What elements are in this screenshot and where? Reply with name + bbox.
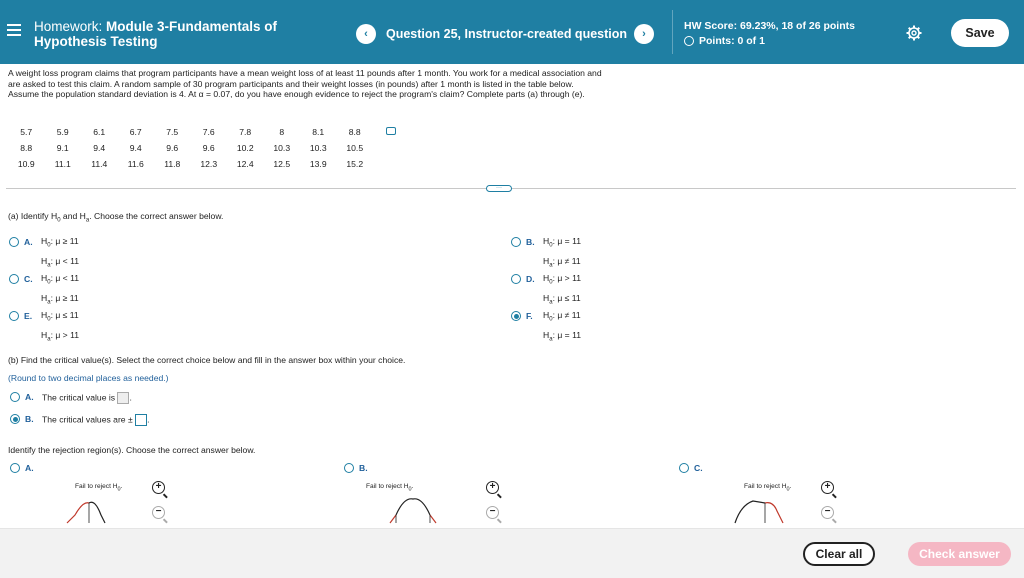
critical-option-b-letter: B. xyxy=(25,414,34,424)
option-e-ha: : μ > 11 xyxy=(50,329,80,340)
table-cell: 7.6 xyxy=(202,127,215,137)
critical-option-a-radio[interactable] xyxy=(10,392,20,402)
table-cell: 8.8 xyxy=(20,143,33,153)
table-cell: 10.5 xyxy=(346,143,364,153)
question-title: Question 25, Instructor-created question xyxy=(386,27,628,41)
part-b-hint: (Round to two decimal places as needed.) xyxy=(8,373,169,383)
critical-option-a-letter: A. xyxy=(25,392,34,402)
copy-data-icon[interactable] xyxy=(386,127,396,135)
check-answer-button[interactable]: Check answer xyxy=(908,542,1011,566)
rejection-prompt: Identify the rejection region(s). Choose the correct answer below. xyxy=(8,445,256,455)
option-c-ha: : μ ≥ 11 xyxy=(50,292,79,303)
graph-a-label: Fail to reject $H_0$. xyxy=(75,483,123,493)
part-a-prompt-mid: and H xyxy=(60,211,86,221)
table-cell: 9.4 xyxy=(93,143,106,153)
table-cell: 9.6 xyxy=(202,143,215,153)
table-cell: 8 xyxy=(279,127,285,137)
critical-option-a: The critical value is . xyxy=(42,392,132,403)
graph-b-label-sub: 0 xyxy=(408,486,412,493)
critical-option-b-radio[interactable] xyxy=(10,414,20,424)
option-f-letter: F. xyxy=(526,311,533,321)
table-cell: 10.9 xyxy=(17,159,35,169)
graph-a-label-text: Fail to reject H xyxy=(75,483,118,490)
option-b-radio[interactable] xyxy=(511,237,521,247)
table-cell: 11.1 xyxy=(54,159,71,169)
table-cell: 15.2 xyxy=(346,159,364,169)
table-cell: 12.4 xyxy=(236,159,254,169)
rejection-option-b-radio[interactable] xyxy=(344,463,354,473)
hw-score: HW Score: 69.23%, 18 of 26 points xyxy=(684,20,855,32)
option-a-ha: : μ < 11 xyxy=(50,255,80,266)
rejection-option-b-letter: B. xyxy=(359,463,368,473)
table-cell: 11.8 xyxy=(164,159,181,169)
zoom-out-icon[interactable]: − xyxy=(821,506,834,519)
graph-a-curve xyxy=(65,495,125,525)
points-status xyxy=(684,35,765,47)
table-cell: 7.5 xyxy=(166,127,179,137)
chevron-left-icon[interactable]: ‹ xyxy=(356,24,376,44)
option-a-radio[interactable] xyxy=(9,237,19,247)
table-cell: 10.2 xyxy=(236,143,254,153)
table-cell: 5.9 xyxy=(56,127,69,137)
option-f-ha: : μ = 11 xyxy=(552,329,582,340)
option-f-radio[interactable] xyxy=(511,311,521,321)
option-e-hypotheses: $H_0$: μ ≤ 11 $H_a$: μ > 11 xyxy=(41,310,80,343)
zoom-in-icon[interactable]: + xyxy=(486,481,499,494)
more-dots-icon[interactable]: ··· xyxy=(486,185,512,192)
header-divider xyxy=(672,10,673,54)
points-ring-icon xyxy=(684,36,694,46)
table-cell: 8.1 xyxy=(312,127,325,137)
gear-icon[interactable] xyxy=(906,25,922,41)
table-cell: 6.7 xyxy=(129,127,142,137)
graph-c-label: Fail to reject $H_0$. xyxy=(744,483,792,493)
table-cell: 6.1 xyxy=(93,127,106,137)
table-cell: 11.6 xyxy=(127,159,144,169)
homework-title xyxy=(34,19,277,49)
option-c-hypotheses: $H_0$: μ < 11 $H_a$: μ ≥ 11 xyxy=(41,273,80,306)
option-e-letter: E. xyxy=(24,311,33,321)
zoom-out-icon[interactable]: − xyxy=(152,506,165,519)
part-b-prompt: (b) Find the critical value(s). Select the correct choice below and fill in the answer box within your choice. xyxy=(8,355,406,365)
rejection-option-c-letter: C. xyxy=(694,463,703,473)
table-cell: 7.8 xyxy=(239,127,252,137)
option-f-hypotheses: $H_0$: μ ≠ 11 $H_a$: μ = 11 xyxy=(543,310,582,343)
table-cell: 13.9 xyxy=(309,159,327,169)
part-a-prompt-post: . Choose the correct answer below. xyxy=(89,211,224,221)
graph-a-label-sub: 0 xyxy=(117,486,121,493)
homework-prefix: Homework: xyxy=(34,19,103,34)
top-bar xyxy=(0,0,1024,64)
clear-all-button[interactable]: Clear all xyxy=(803,542,875,566)
option-b-h0: : μ = 11 xyxy=(552,236,582,246)
option-a-h0: : μ ≥ 11 xyxy=(50,236,79,246)
zoom-out-icon[interactable]: − xyxy=(486,506,499,519)
option-a-hypotheses: $H_0$: μ ≥ 11 $H_a$: μ < 11 xyxy=(41,236,80,269)
data-table xyxy=(8,124,373,172)
option-d-hypotheses: $H_0$: μ > 11 $H_a$: μ ≤ 11 xyxy=(543,273,582,306)
graph-c-label-text: Fail to reject H xyxy=(744,483,787,490)
graph-c-label-sub: 0 xyxy=(786,486,790,493)
critical-option-b-text: The critical values are ± xyxy=(42,414,133,425)
option-e-h0: : μ ≤ 11 xyxy=(50,310,79,320)
table-cell: 12.5 xyxy=(273,159,291,169)
graph-b-curve xyxy=(388,495,438,525)
option-a-letter: A. xyxy=(24,237,33,247)
zoom-in-icon[interactable]: + xyxy=(152,481,165,494)
table-cell: 9.6 xyxy=(166,143,179,153)
table-cell: 8.8 xyxy=(348,127,361,137)
option-e-radio[interactable] xyxy=(9,311,19,321)
table-cell: 9.1 xyxy=(56,143,69,153)
menu-icon[interactable] xyxy=(7,24,21,38)
table-cell: 5.7 xyxy=(20,127,33,137)
critical-option-b: The critical values are ± . xyxy=(42,414,150,425)
option-d-ha: : μ ≤ 11 xyxy=(552,292,581,303)
critical-value-input[interactable] xyxy=(117,392,129,404)
homework-name-line2: Hypothesis Testing xyxy=(34,34,158,49)
table-cell: 11.4 xyxy=(91,159,108,169)
rejection-option-a-radio[interactable] xyxy=(10,463,20,473)
chevron-right-icon[interactable]: › xyxy=(634,24,654,44)
part-a-prompt: (a) Identify $H_0$ and $H_a$. Choose the correct answer below. xyxy=(8,211,224,224)
homework-name: Module 3-Fundamentals of xyxy=(106,19,278,34)
table-cell: 12.3 xyxy=(200,159,218,169)
table-row xyxy=(8,156,373,172)
option-c-h0: : μ < 11 xyxy=(50,273,80,283)
points-text: Points: 0 of 1 xyxy=(699,35,765,47)
rejection-option-a-letter: A. xyxy=(25,463,34,473)
option-b-letter: B. xyxy=(526,237,535,247)
table-cell: 10.3 xyxy=(309,143,327,153)
option-c-letter: C. xyxy=(24,274,33,284)
graph-b-label-text: Fail to reject H xyxy=(366,483,409,490)
table-row xyxy=(8,124,373,140)
zoom-in-icon[interactable]: + xyxy=(821,481,834,494)
option-d-letter: D. xyxy=(526,274,535,284)
part-a-prompt-pre: (a) Identify H xyxy=(8,211,58,221)
save-button[interactable]: Save xyxy=(951,19,1009,47)
option-d-radio[interactable] xyxy=(511,274,521,284)
critical-option-a-text: The critical value is xyxy=(42,392,116,403)
problem-statement: A weight loss program claims that program participants have a mean weight loss of at least 11 pounds after 1 month. You work for a medical association and are asked to test this claim. A random sample of 30 program participants and their weight losses (in pounds) after 1 month is listed in the table below. Assume the population standard deviation is 4. At α = 0.07, do you have enough evidence to reject the program's claim? Complete parts (a) through (e). xyxy=(8,68,602,100)
option-c-radio[interactable] xyxy=(9,274,19,284)
option-d-h0: : μ > 11 xyxy=(552,273,582,283)
option-b-hypotheses: $H_0$: μ = 11 $H_a$: μ ≠ 11 xyxy=(543,236,582,269)
rejection-option-c-radio[interactable] xyxy=(679,463,689,473)
graph-c-curve xyxy=(733,495,793,525)
graph-b-label: Fail to reject $H_0$. xyxy=(366,483,414,493)
option-f-h0: : μ ≠ 11 xyxy=(552,310,581,320)
critical-values-input[interactable] xyxy=(135,414,147,426)
option-b-ha: : μ ≠ 11 xyxy=(552,255,581,266)
table-row xyxy=(8,140,373,156)
table-cell: 10.3 xyxy=(273,143,291,153)
table-cell: 9.4 xyxy=(129,143,142,153)
